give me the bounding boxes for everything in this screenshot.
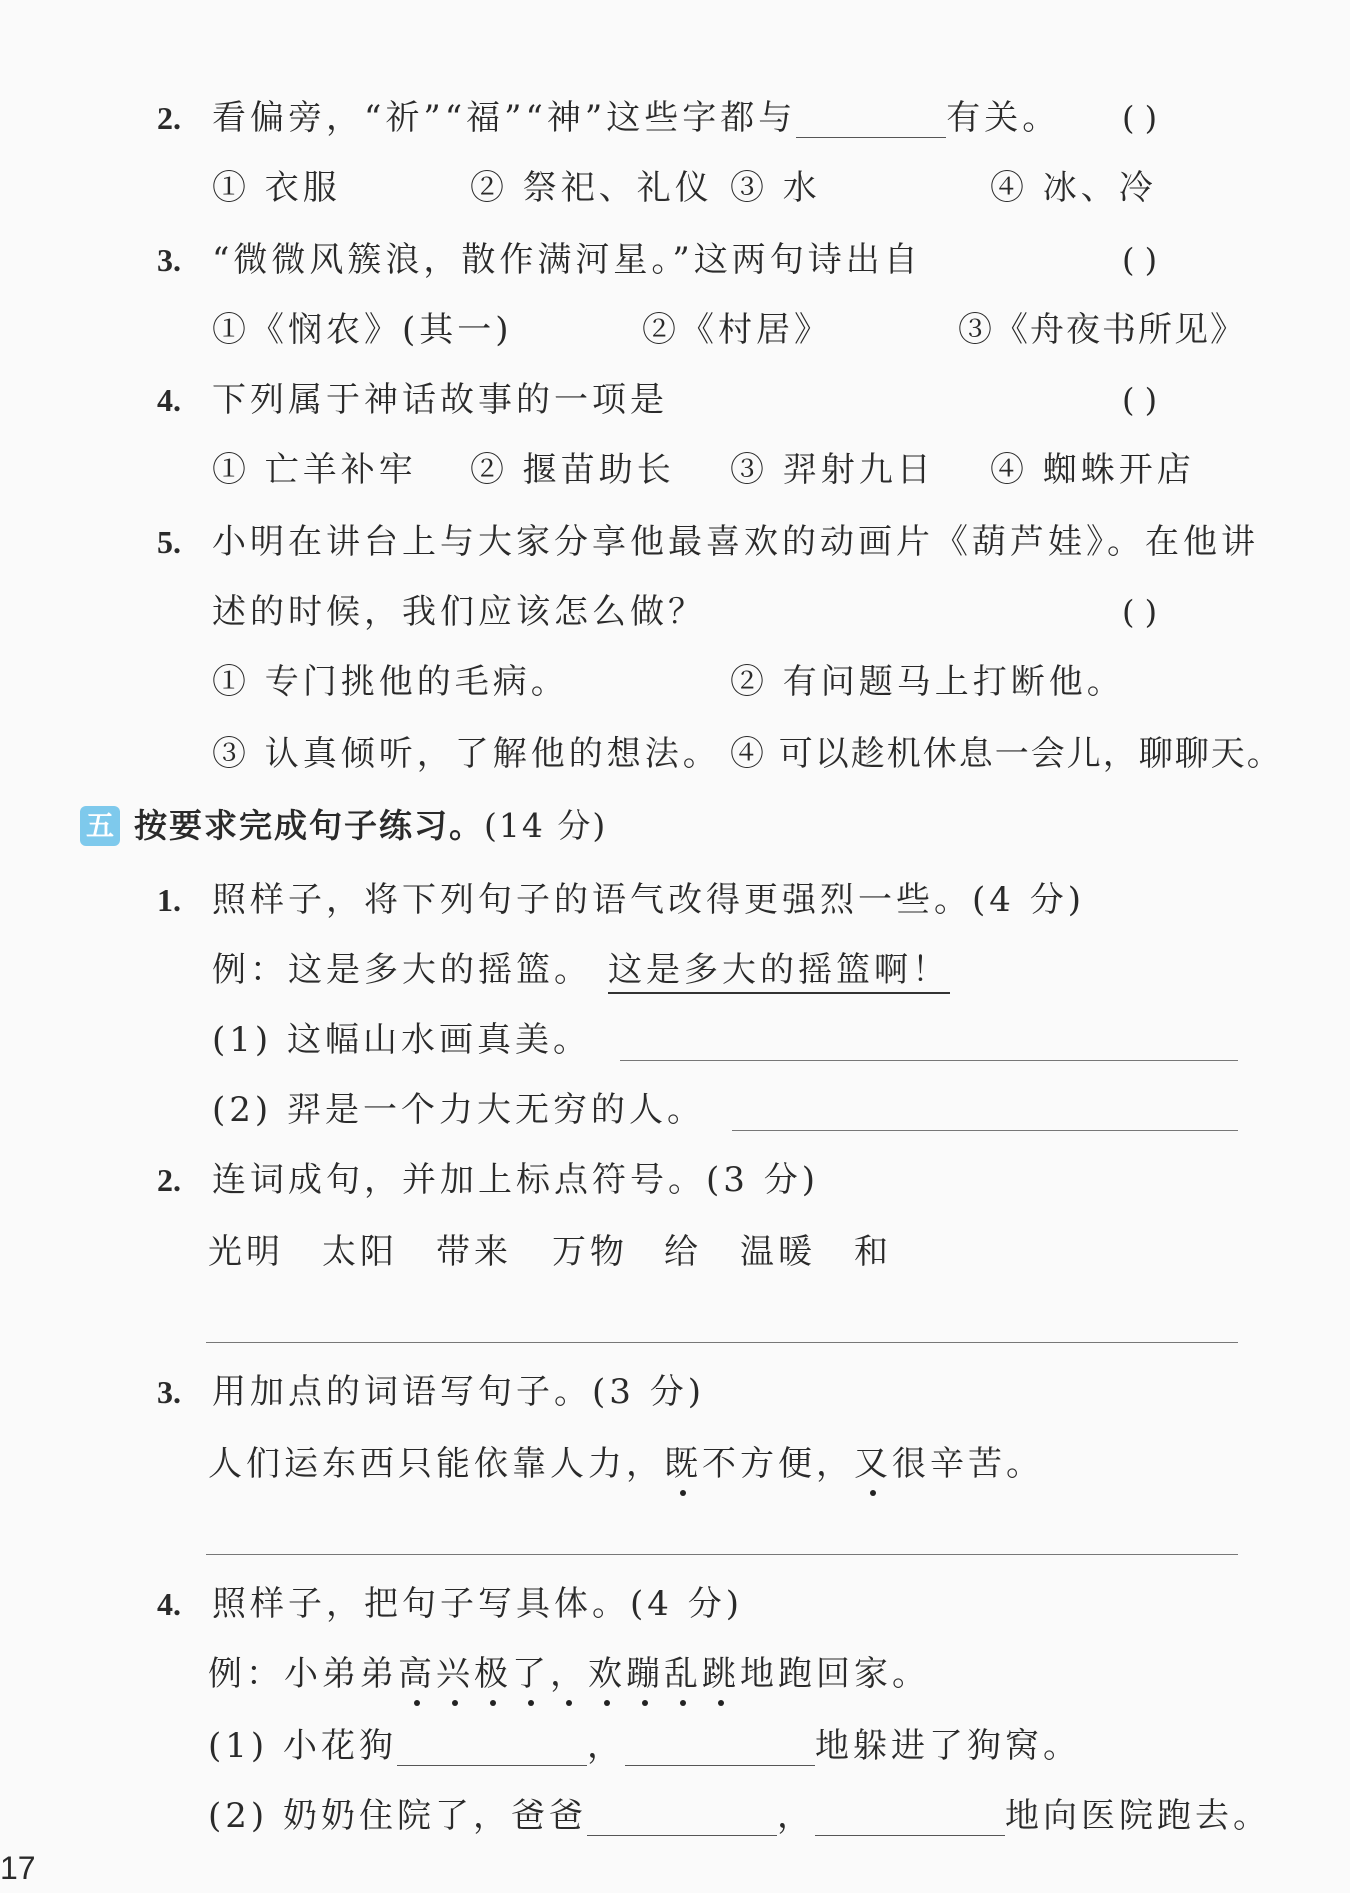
question-stem: 用加点的词语写句子。(3 分): [212, 1372, 705, 1412]
option-b: ②《村居》: [642, 310, 832, 350]
fill-blank[interactable]: [625, 1731, 815, 1766]
question-stem: 连词成句，并加上标点符号。(3 分): [212, 1160, 819, 1200]
dotted-char: 极: [474, 1654, 512, 1694]
option-d: ④ 冰、冷: [990, 168, 1157, 208]
question-number: 1.: [157, 882, 181, 918]
question-number: 2.: [157, 100, 181, 136]
question-stem: [212, 98, 1060, 138]
question-stem: “微微风簇浪，散作满河星。”这两句诗出自: [212, 240, 922, 280]
fill-blank[interactable]: [815, 1801, 1005, 1836]
answer-paren[interactable]: ( ): [1122, 99, 1158, 137]
section-title: [134, 806, 607, 846]
word-item: 万物: [552, 1232, 628, 1272]
question-number: 5.: [157, 524, 181, 560]
question-number: 4.: [157, 382, 181, 418]
question-number: 4.: [157, 1586, 181, 1622]
question-number: 2.: [157, 1162, 181, 1198]
dotted-char: 欢: [588, 1654, 626, 1694]
question-stem: 照样子，把句子写具体。(4 分): [212, 1584, 743, 1624]
question-stem: 小明在讲台上与大家分享他最喜欢的动画片《葫芦娃》。在他讲: [212, 522, 1259, 562]
sentence-text: 很辛苦。: [892, 1444, 1044, 1484]
sentence-text: 不方便，: [702, 1444, 854, 1484]
dotted-char: 跳: [702, 1654, 740, 1694]
source-sentence: [208, 1444, 1044, 1484]
fill-blank[interactable]: [796, 103, 946, 138]
question-stem: 照样子，将下列句子的语气改得更强烈一些。(4 分): [212, 880, 1085, 920]
option-b: ② 有问题马上打断他。: [730, 662, 1125, 702]
fill-blank[interactable]: [397, 1731, 587, 1766]
example-answer: 这是多大的摇篮啊！: [608, 950, 950, 994]
answer-paren[interactable]: ( ): [1122, 593, 1158, 631]
option-b: ② 祭祀、礼仪: [470, 168, 713, 208]
option-a: ① 衣服: [212, 168, 341, 208]
stem-text: 有关。: [946, 98, 1061, 138]
sentence-text: 例：小弟弟: [208, 1654, 398, 1694]
exercise-item: (1) 这幅山水画真美。: [212, 1020, 591, 1060]
option-a: ① 专门挑他的毛病。: [212, 662, 569, 702]
dotted-word: 既: [664, 1444, 702, 1484]
question-number: 3.: [157, 1374, 181, 1410]
word-item: 给: [664, 1232, 702, 1272]
option-d: ④ 蜘蛛开店: [990, 450, 1195, 490]
question-stem-cont: 述的时候，我们应该怎么做？: [212, 592, 706, 632]
sentence-text: 人们运东西只能依靠人力，: [208, 1444, 664, 1484]
option-c: ③ 认真倾听，了解他的想法。: [212, 734, 721, 774]
sentence-text: 地跑回家。: [740, 1654, 930, 1694]
option-d: ④ 可以趁机休息一会儿，聊聊天。: [730, 734, 1283, 774]
exercise-item: [208, 1796, 1271, 1836]
exercise-item: (2) 羿是一个力大无穷的人。: [212, 1090, 705, 1130]
dotted-char: 蹦: [626, 1654, 664, 1694]
answer-line[interactable]: [206, 1342, 1238, 1343]
option-a: ① 亡羊补牢: [212, 450, 417, 490]
item-text: (1) 小花狗: [208, 1726, 397, 1766]
option-c: ③ 水: [730, 168, 821, 208]
dotted-word: 又: [854, 1444, 892, 1484]
section-title-text: 按要求完成句子练习。: [134, 806, 484, 845]
dotted-char: ，: [550, 1654, 588, 1694]
word-item: 光明: [208, 1232, 284, 1272]
question-stem: 下列属于神话故事的一项是: [212, 380, 668, 420]
page-number: 17: [0, 1850, 36, 1886]
answer-line[interactable]: [620, 1060, 1238, 1061]
section-five-icon: 五: [80, 806, 120, 846]
item-text: (2) 奶奶住院了，爸爸: [208, 1796, 587, 1836]
dotted-char: 了: [512, 1654, 550, 1694]
item-text: 地向医院跑去。: [1004, 1796, 1271, 1836]
word-item: 和: [854, 1232, 892, 1272]
answer-line[interactable]: [206, 1554, 1238, 1555]
option-c: ③《舟夜书所见》: [958, 310, 1246, 350]
example-sentence: 例：这是多大的摇篮。: [212, 950, 592, 990]
comma: ，: [776, 1796, 815, 1836]
answer-paren[interactable]: ( ): [1122, 241, 1158, 279]
question-number: 3.: [157, 242, 181, 278]
fill-blank[interactable]: [587, 1801, 777, 1836]
option-c: ③ 羿射九日: [730, 450, 935, 490]
dotted-char: 高: [398, 1654, 436, 1694]
item-text: 地躲进了狗窝。: [814, 1726, 1081, 1766]
answer-paren[interactable]: ( ): [1122, 381, 1158, 419]
dotted-char: 兴: [436, 1654, 474, 1694]
comma: ，: [586, 1726, 625, 1766]
stem-text: 看偏旁，“祈”“福”“神”这些字都与: [212, 98, 797, 138]
section-score: (14 分): [484, 806, 608, 845]
exercise-item: [208, 1726, 1081, 1766]
option-a: ①《悯农》(其一): [212, 310, 513, 350]
example-sentence: [208, 1654, 930, 1694]
option-b: ② 揠苗助长: [470, 450, 675, 490]
answer-line[interactable]: [732, 1130, 1238, 1131]
dotted-char: 乱: [664, 1654, 702, 1694]
word-item: 温暖: [740, 1232, 816, 1272]
word-item: 太阳: [322, 1232, 398, 1272]
word-item: 带来: [436, 1232, 512, 1272]
